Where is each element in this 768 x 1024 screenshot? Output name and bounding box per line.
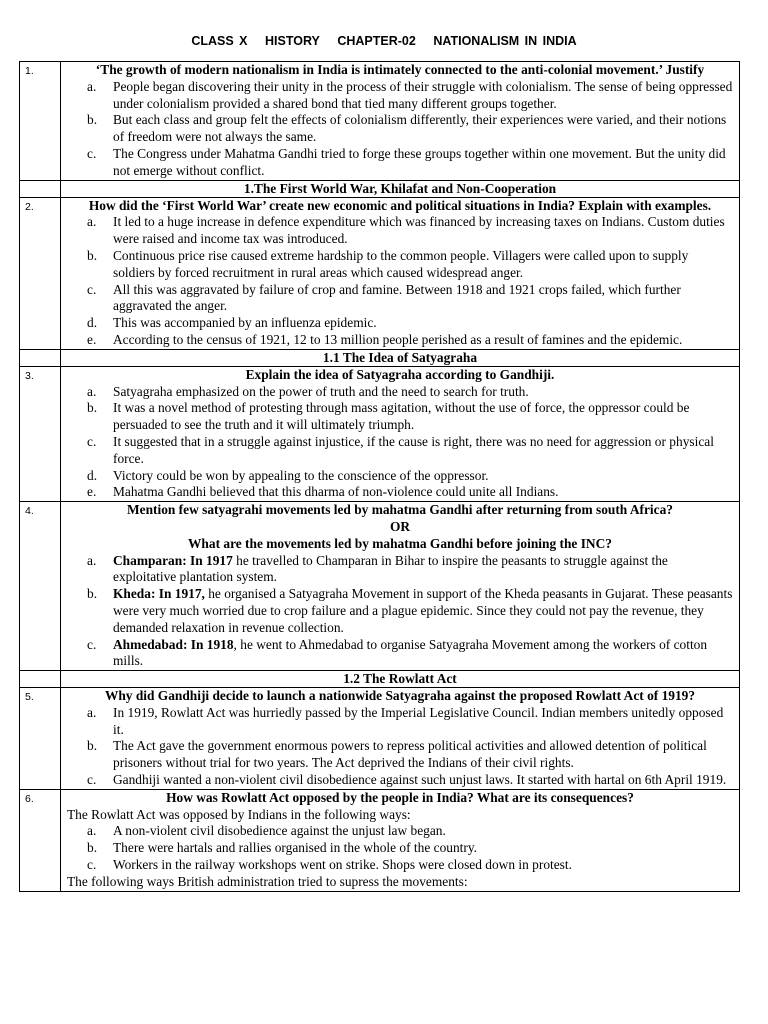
question-text: Explain the idea of Satyagraha according to Gandhiji.	[245, 366, 555, 382]
answer-list	[67, 79, 733, 180]
answer-item: e. According to the census of 1921, 12 to 13 million people perished as a result of famines and the epidemic.	[87, 331, 683, 347]
header-class: CLASS X	[191, 34, 248, 48]
header-subject: HISTORY	[264, 34, 320, 48]
question-text: ‘The growth of modern nationalism in India is intimately connected to the anti-colonial movement.’ Justify	[95, 62, 705, 77]
answer-outro: The following ways British administration tried to supress the movements:	[67, 873, 468, 889]
section-heading: 1.The First World War, Khilafat and Non-Cooperation	[61, 180, 740, 197]
answer-list	[67, 823, 733, 873]
question-row-5	[20, 688, 740, 790]
question-text: How was Rowlatt Act opposed by the people in India? What are its consequences?	[166, 789, 634, 805]
answer-item: d. This was accompanied by an influenza epidemic.	[87, 315, 377, 331]
answer-item: c. Workers in the railway workshops went on strike. Shops were closed down in protest.	[87, 857, 572, 873]
question-number: 4.	[20, 502, 61, 671]
question-number: 5.	[20, 688, 61, 790]
section-heading-row	[20, 180, 740, 197]
answer-item: d. Victory could be won by appealing to the conscience of the oppressor.	[87, 467, 489, 483]
section-heading: 1.2 The Rowlatt Act	[61, 671, 740, 688]
answer-item: c. Ahmedabad: In 1918, he went to Ahmedabad to organise Satyagraha Movement among the workers of cotton mills.	[87, 636, 708, 669]
question-text: Why did Gandhiji decide to launch a nationwide Satyagraha against the proposed Rowlatt Act of 1919?	[104, 688, 696, 704]
answer-item: c. The Congress under Mahatma Gandhi tried to forge these groups together within one movement. But the unity did not emerge without conflict.	[87, 145, 726, 178]
answer-item: a. In 1919, Rowlatt Act was hurriedly passed by the Imperial Legislative Council. Indian members unitedly opposed it.	[87, 704, 724, 737]
answer-intro: The Rowlatt Act was opposed by Indians in the following ways:	[67, 806, 411, 822]
question-or: OR	[389, 518, 411, 534]
question-row-3	[20, 366, 740, 501]
question-row-1	[20, 62, 740, 181]
section-heading: 1.1 The Idea of Satyagraha	[61, 349, 740, 366]
answer-item: b. But each class and group felt the effects of colonialism differently, their experiences were varied, and their notions of freedom were not always the same.	[87, 112, 727, 145]
question-text: Mention few satyagrahi movements led by mahatma Gandhi after returning from south Africa?	[126, 502, 673, 518]
answer-item: c. All this was aggravated by failure of crop and famine. Between 1918 and 1921 crops failed, which further aggravated the anger.	[87, 281, 681, 314]
question-number: 3.	[20, 366, 61, 501]
answer-item: a. People began discovering their unity in the process of their struggle with colonialism. The sense of being oppressed under colonialism provided a shared bond that tied many different groups together.	[87, 78, 733, 111]
question-row-4	[20, 502, 740, 671]
answer-item: a. It led to a huge increase in defence expenditure which was financed by increasing taxes on Indians. Custom duties were raised and income tax was introduced.	[87, 214, 725, 247]
question-text: How did the ‘First World War’ create new economic and political situations in India? Explain with examples.	[88, 197, 712, 213]
answer-list	[67, 214, 733, 348]
answer-item: b. It was a novel method of protesting through mass agitation, without the use of force, the oppressor could be persuaded to see the truth and it will ultimately triumph.	[87, 400, 690, 433]
answer-item: c. It suggested that in a struggle against injustice, if the cause is right, there was no need for aggression or physical force.	[87, 433, 714, 466]
answer-item: a. A non-violent civil disobedience against the unjust law began.	[87, 823, 446, 839]
header-chapter: CHAPTER-02	[337, 34, 416, 48]
section-heading-row	[20, 349, 740, 366]
answer-list	[67, 705, 733, 789]
qa-table	[19, 61, 740, 892]
answer-item: b. There were hartals and rallies organised in the whole of the country.	[87, 840, 478, 856]
question-number: 6.	[20, 789, 61, 891]
answer-item: a. Champaran: In 1917 he travelled to Champaran in Bihar to inspire the peasants to struggle against the exploitative plantation system.	[87, 552, 668, 585]
answer-item: b. The Act gave the government enormous powers to repress political activities and allowed detention of political prisoners without trial for two years. The Act deprived the Indians of their civil rights.	[87, 738, 707, 771]
page-header	[0, 34, 768, 48]
answer-item: a. Satyagraha emphasized on the power of truth and the need to search for truth.	[87, 383, 529, 399]
question-number: 2.	[20, 197, 61, 349]
question-text-alt: What are the movements led by mahatma Gandhi before joining the INC?	[188, 535, 612, 551]
answer-list	[67, 553, 733, 671]
question-row-6	[20, 789, 740, 891]
question-number: 1.	[20, 62, 61, 181]
answer-item: b. Continuous price rise caused extreme hardship to the common people. Villagers were called upon to supply soldiers by forced recruitment in rural areas which caused widespread anger.	[87, 247, 689, 280]
answer-item: e. Mahatma Gandhi believed that this dharma of non-violence could unite all Indians.	[87, 484, 559, 500]
answer-item: c. Gandhiji wanted a non-violent civil disobedience against such unjust laws. It started with hartal on 6th April 1919.	[87, 772, 727, 788]
header-title: NATIONALISM IN INDIA	[433, 34, 577, 48]
section-heading-row	[20, 671, 740, 688]
answer-item: b. Kheda: In 1917, he organised a Satyagraha Movement in support of the Kheda peasants in Gujarat. These peasants were very much worried due to crop failure and a plague epidemic. Since they could not pay the revenue, they demanded relaxation in revenue collection.	[87, 586, 733, 635]
answer-list	[67, 384, 733, 502]
question-row-2	[20, 197, 740, 349]
